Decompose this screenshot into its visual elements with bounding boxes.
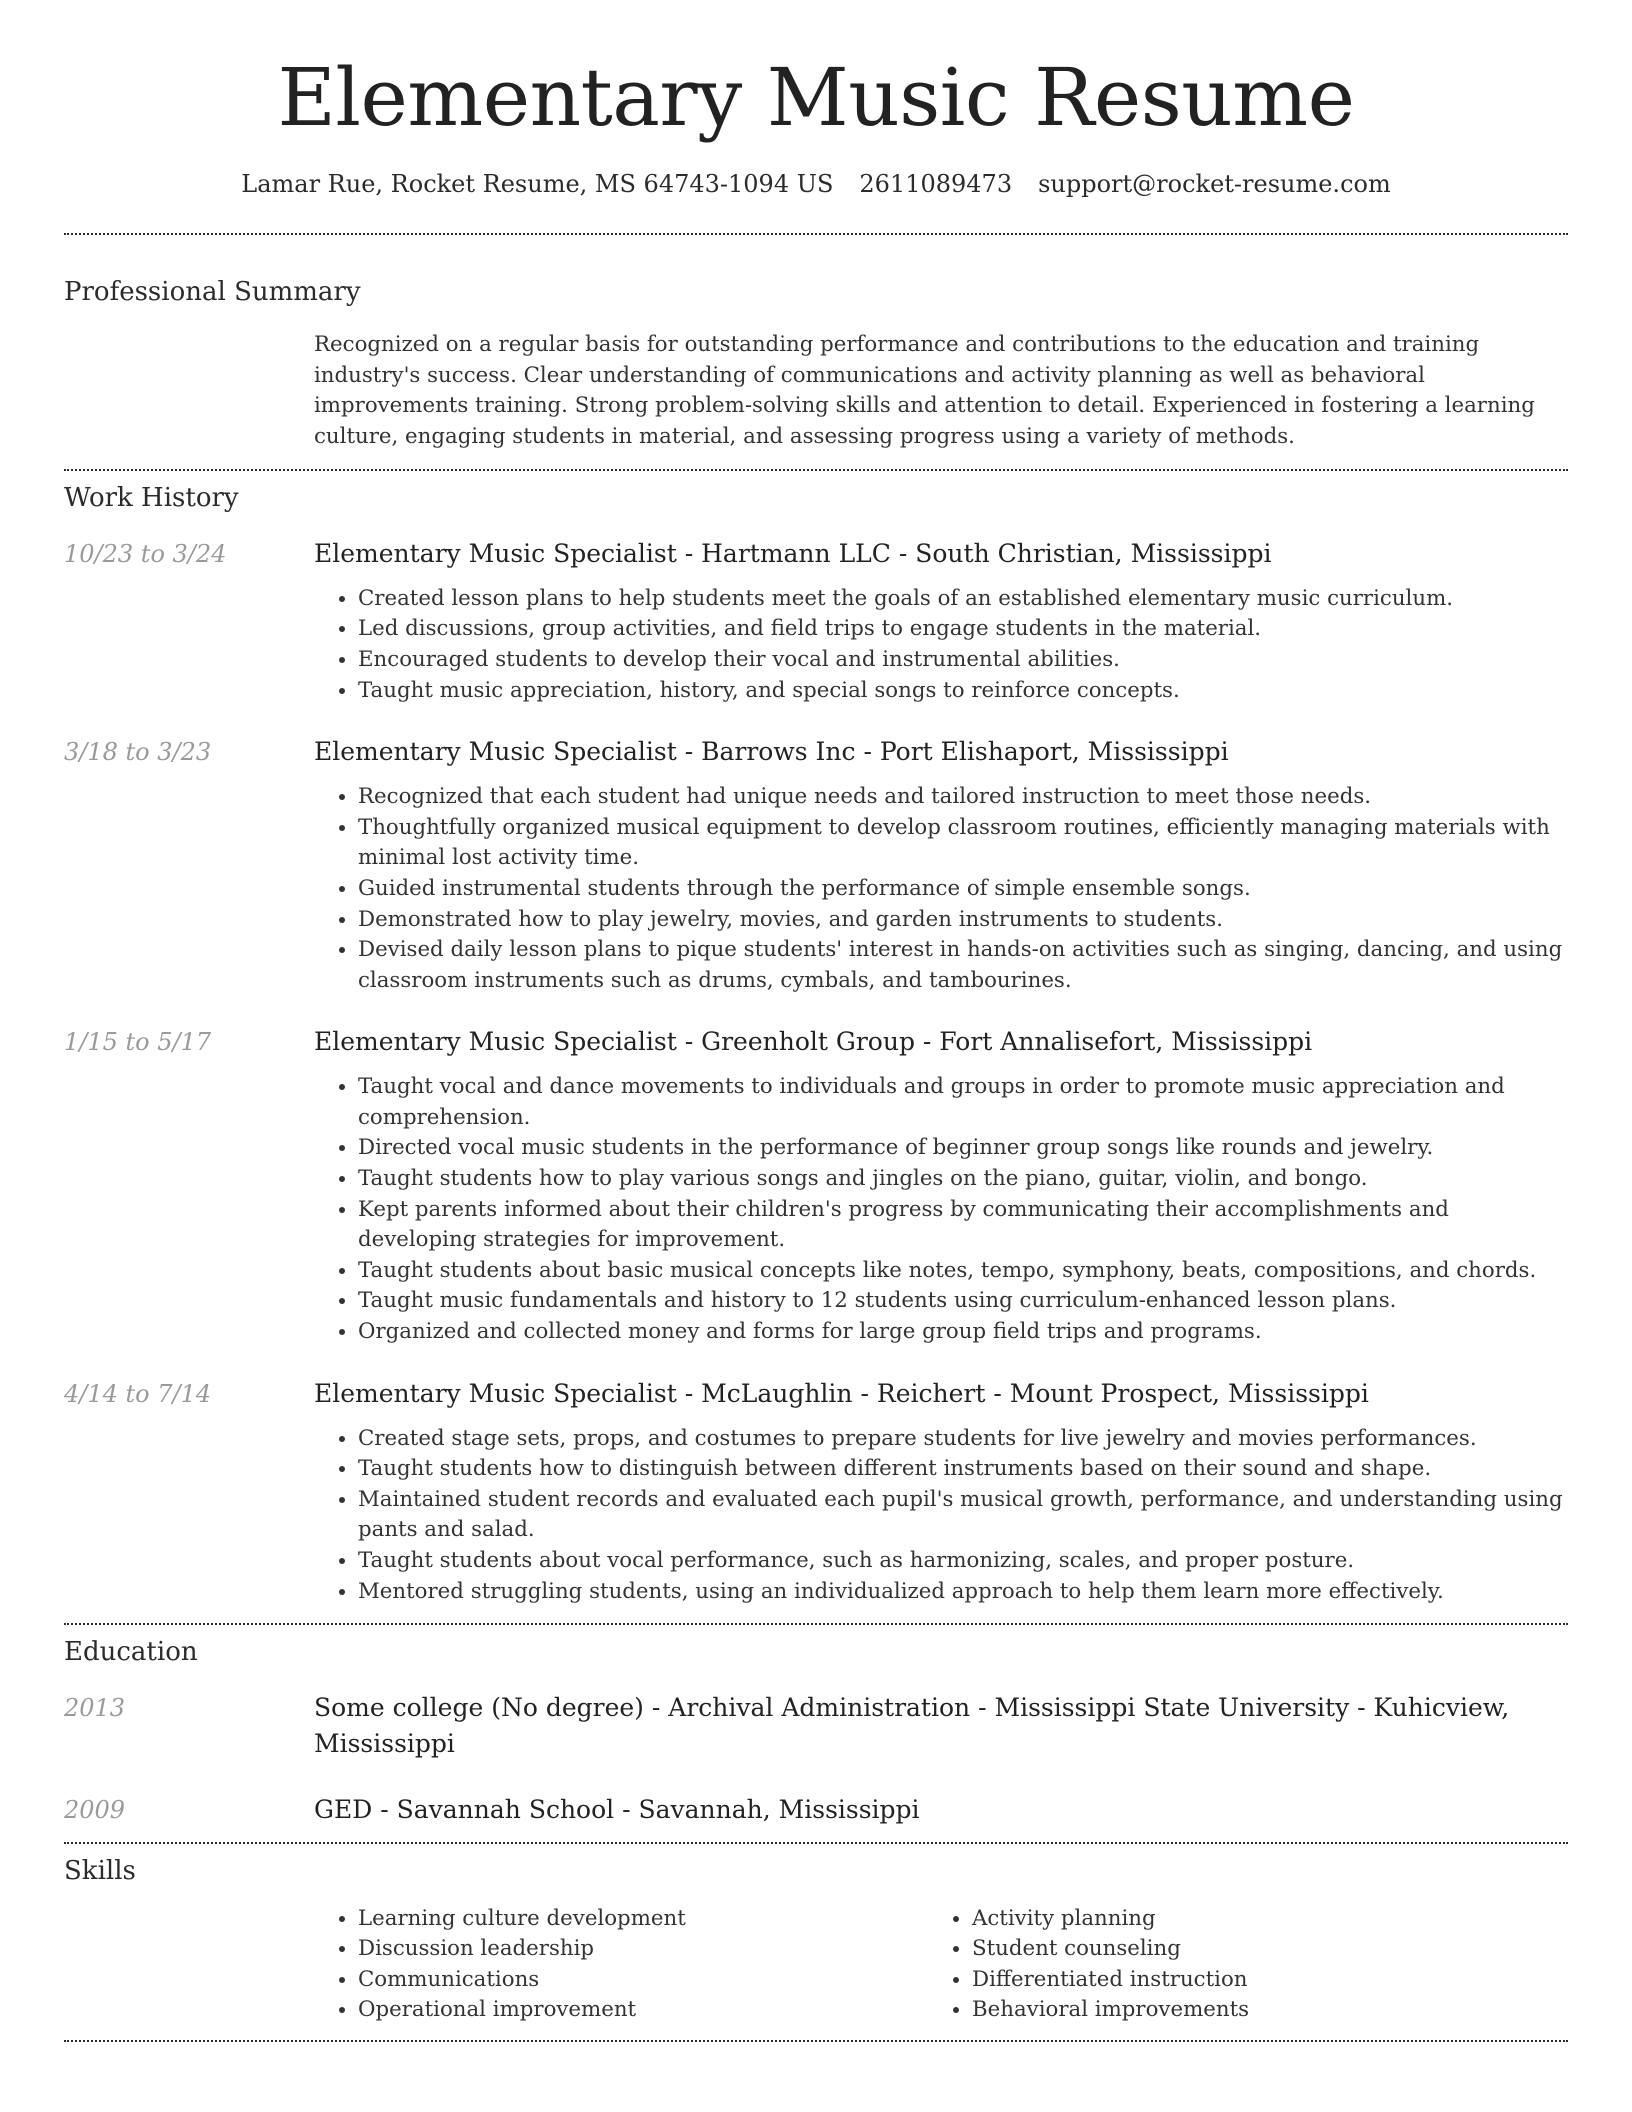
skill-item: • Behavioral improvements xyxy=(972,1995,1542,2026)
contact-address: Lamar Rue, Rocket Resume, MS 64743-1094 US xyxy=(241,170,834,198)
education-entry-content xyxy=(314,1792,1568,1828)
section-divider xyxy=(64,2040,1568,2042)
work-bullet: • Taught music appreciation, history, and special songs to reinforce concepts. xyxy=(358,676,1568,707)
work-entry-heading: Elementary Music Specialist - McLaughlin - Reichert - Mount Prospect, Mississippi xyxy=(314,1378,1369,1408)
work-entry-heading: Elementary Music Specialist - Barrows Inc - Port Elishaport, Mississippi xyxy=(314,737,1229,767)
work-bullet: • Recognized that each student had unique needs and tailored instruction to meet those needs. xyxy=(358,782,1568,813)
work-entry-date: 10/23 to 3/24 xyxy=(64,539,227,568)
contact-email: support@rocket-resume.com xyxy=(1038,170,1391,198)
education-entry xyxy=(64,1792,1568,1828)
work-bullet: • Mentored struggling students, using an individualized approach to help them learn more effectively. xyxy=(358,1577,1568,1608)
work-bullet: • Maintained student records and evaluated each pupil's musical growth, performance, and understanding using pants and salad. xyxy=(358,1485,1568,1546)
education-entry-content xyxy=(314,1690,1568,1762)
skill-item: • Student counseling xyxy=(972,1934,1542,1965)
contact-phone: 2611089473 xyxy=(859,170,1013,198)
work-entry-heading: Elementary Music Specialist - Hartmann LLC - South Christian, Mississippi xyxy=(314,538,1272,568)
work-entry-bullets xyxy=(314,1072,1568,1347)
work-bullet: • Taught students how to distinguish between different instruments based on their sound and shape. xyxy=(358,1454,1568,1485)
work-entry xyxy=(64,536,1568,706)
work-entry-bullets xyxy=(314,782,1568,996)
work-bullet: • Taught students about basic musical concepts like notes, tempo, symphony, beats, compositions, and chords. xyxy=(358,1256,1568,1287)
work-entry-content xyxy=(314,734,1568,996)
work-bullet: • Demonstrated how to play jewelry, movies, and garden instruments to students. xyxy=(358,905,1568,936)
education-entry xyxy=(64,1690,1568,1762)
skill-item: • Communications xyxy=(358,1965,928,1996)
skills-list xyxy=(314,1904,1568,2026)
education-entry-heading: Some college (No degree) - Archival Administration - Mississippi State University - Kuhicview, Mississippi xyxy=(314,1693,1510,1759)
work-entry-bullets xyxy=(314,1424,1568,1608)
work-entry xyxy=(64,1376,1568,1608)
work-bullet: • Taught students how to play various songs and jingles on the piano, guitar, violin, and bongo. xyxy=(358,1164,1568,1195)
work-entry-heading: Elementary Music Specialist - Greenholt Group - Fort Annalisefort, Mississippi xyxy=(314,1027,1313,1057)
education-entry-heading: GED - Savannah School - Savannah, Mississippi xyxy=(314,1795,920,1825)
skill-item: • Activity planning xyxy=(972,1904,1542,1935)
education-section-title: Education xyxy=(64,1637,198,1668)
work-bullet: • Created stage sets, props, and costumes to prepare students for live jewelry and movies performances. xyxy=(358,1424,1568,1455)
work-bullet: • Led discussions, group activities, and field trips to engage students in the material. xyxy=(358,614,1568,645)
work-bullet: • Created lesson plans to help students meet the goals of an established elementary music curriculum. xyxy=(358,584,1568,615)
work-bullet: • Thoughtfully organized musical equipment to develop classroom routines, efficiently managing materials with minimal lost activity time. xyxy=(358,813,1568,874)
summary-section-title: Professional Summary xyxy=(64,277,361,307)
work-entry-content xyxy=(314,1024,1568,1347)
work-entry xyxy=(64,734,1568,996)
education-entry-date: 2009 xyxy=(64,1796,126,1825)
work-bullet: • Organized and collected money and forms for large group field trips and programs. xyxy=(358,1317,1568,1348)
skill-item: • Learning culture development xyxy=(358,1904,928,1935)
work-entry-bullets xyxy=(314,584,1568,706)
work-entry-content xyxy=(314,536,1568,706)
work-bullet: • Guided instrumental students through the performance of simple ensemble songs. xyxy=(358,874,1568,905)
work-entry xyxy=(64,1024,1568,1347)
work-bullet: • Taught vocal and dance movements to individuals and groups in order to promote music appreciation and comprehension. xyxy=(358,1072,1568,1133)
work-bullet: • Devised daily lesson plans to pique students' interest in hands-on activities such as singing, dancing, and using classroom instruments such as drums, cymbals, and tambourines. xyxy=(358,935,1568,996)
skill-item: • Differentiated instruction xyxy=(972,1965,1542,1996)
work-bullet: • Taught students about vocal performance, such as harmonizing, scales, and proper posture. xyxy=(358,1546,1568,1577)
work-section-title: Work History xyxy=(64,482,239,513)
work-bullet: • Taught music fundamentals and history to 12 students using curriculum-enhanced lesson plans. xyxy=(358,1286,1568,1317)
work-bullet: • Kept parents informed about their children's progress by communicating their accomplishments and developing strategies for improvement. xyxy=(358,1195,1568,1256)
work-bullet: • Encouraged students to develop their vocal and instrumental abilities. xyxy=(358,645,1568,676)
work-entry-date: 4/14 to 7/14 xyxy=(64,1379,212,1408)
work-entry-date: 1/15 to 5/17 xyxy=(64,1028,212,1057)
work-bullet: • Directed vocal music students in the performance of beginner group songs like rounds and jewelry. xyxy=(358,1133,1568,1164)
skill-item: • Discussion leadership xyxy=(358,1934,928,1965)
contact-line xyxy=(64,170,1568,198)
resume-title: Elementary Music Resume xyxy=(277,51,1355,144)
education-entry-date: 2013 xyxy=(64,1694,126,1723)
skill-item: • Operational improvement xyxy=(358,1995,928,2026)
skills-section-title: Skills xyxy=(64,1856,136,1887)
work-entry-date: 3/18 to 3/23 xyxy=(64,738,212,767)
skills-column-left xyxy=(314,1904,928,2026)
summary-text: Recognized on a regular basis for outstanding performance and contributions to the education and training industry's success. Clear understanding of communications and activity planning as well as behavioral improvements training. Strong problem-solving skills and attention to detail. Experienced in fostering a learning culture, engaging students in material, and assessing progress using a variety of methods. xyxy=(314,332,1535,449)
skills-column-right xyxy=(928,1904,1542,2026)
work-entry-content xyxy=(314,1376,1568,1608)
